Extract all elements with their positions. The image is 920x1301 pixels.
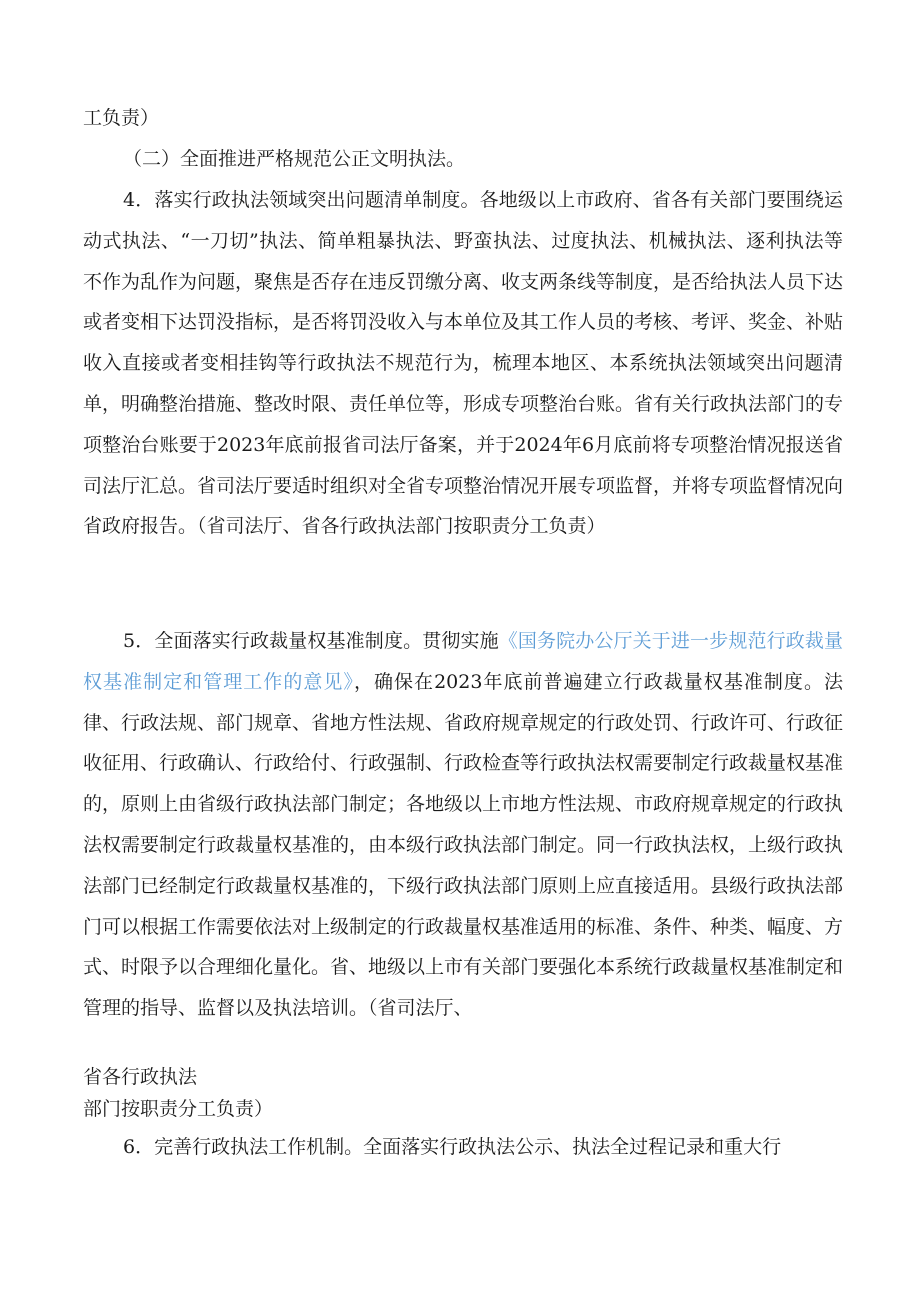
item-5-tail-line-2: 部门按职责分工负责） (83, 1098, 274, 1120)
item-4-paragraph: 4．落实行政执法领域突出问题清单制度。各地级以上市政府、省各有关部门要围绕运动式执法、“一刀切”执法、简单粗暴执法、野蛮执法、过度执法、机械执法、逐利执法等不作为乱作为问题，聚焦是否存在违反罚缴分离、收支两条线等制度，是否给执法人员下达或者变相下达罚没指标，是否将罚没收入与本单位及其工作人员的考核、考评、奖金、补贴收入直接或者变相挂钩等行政执法不规范行为，梳理本地区、本系统执法领域突出问题清单，明确整治措施、整改时限、责任单位等，形成专项整治台账。省有关行政执法部门的专项整治台账要于2023年底前报省司法厅备案，并于2024年6月底前将专项整治情况报送省司法厅汇总。省司法厅要适时组织对全省专项整治情况开展专项监督，并将专项监督情况向省政府报告。（省司法厅、省各行政执法部门按职责分工负责） (83, 189, 844, 538)
policy-document-link[interactable]: 《国务院办公厅关于进一步规范行政裁量权基准制定和管理工作的意见》 (83, 630, 843, 693)
item-6-paragraph: 6．完善行政执法工作机制。全面落实行政执法公示、执法全过程记录和重大行 (123, 1136, 782, 1158)
section-heading-2: （二）全面推进严格规范公正文明执法。 (123, 148, 466, 170)
item-5-prefix: 5．全面落实行政裁量权基准制度。贯彻实施 (123, 630, 499, 652)
item-5-paragraph (83, 621, 843, 1029)
item-5-body: ，确保在2023年底前普遍建立行政裁量权基准制度。法律、行政法规、部门规章、省地方性法规、省政府规章规定的行政处罚、行政许可、行政征收征用、行政确认、行政给付、行政强制、行政检查等行政执法权需要制定行政裁量权基准的，原则上由省级行政执法部门制定；各地级以上市地方性法规、市政府规章规定的行政执法权需要制定行政裁量权基准的，由本级行政执法部门制定。同一行政执法权，上级行政执法部门已经制定行政裁量权基准的，下级行政执法部门原则上应直接适用。县级行政执法部门可以根据工作需要依法对上级制定的行政裁量权基准适用的标准、条件、种类、幅度、方式、时限予以合理细化量化。省、地级以上市有关部门要强化本系统行政裁量权基准制定和管理的指导、监督以及执法培训。（省司法厅、 (83, 670, 844, 1020)
paragraph-fragment-top: 工负责） (83, 107, 160, 129)
item-5-tail-line-1: 省各行政执法 (83, 1066, 198, 1088)
